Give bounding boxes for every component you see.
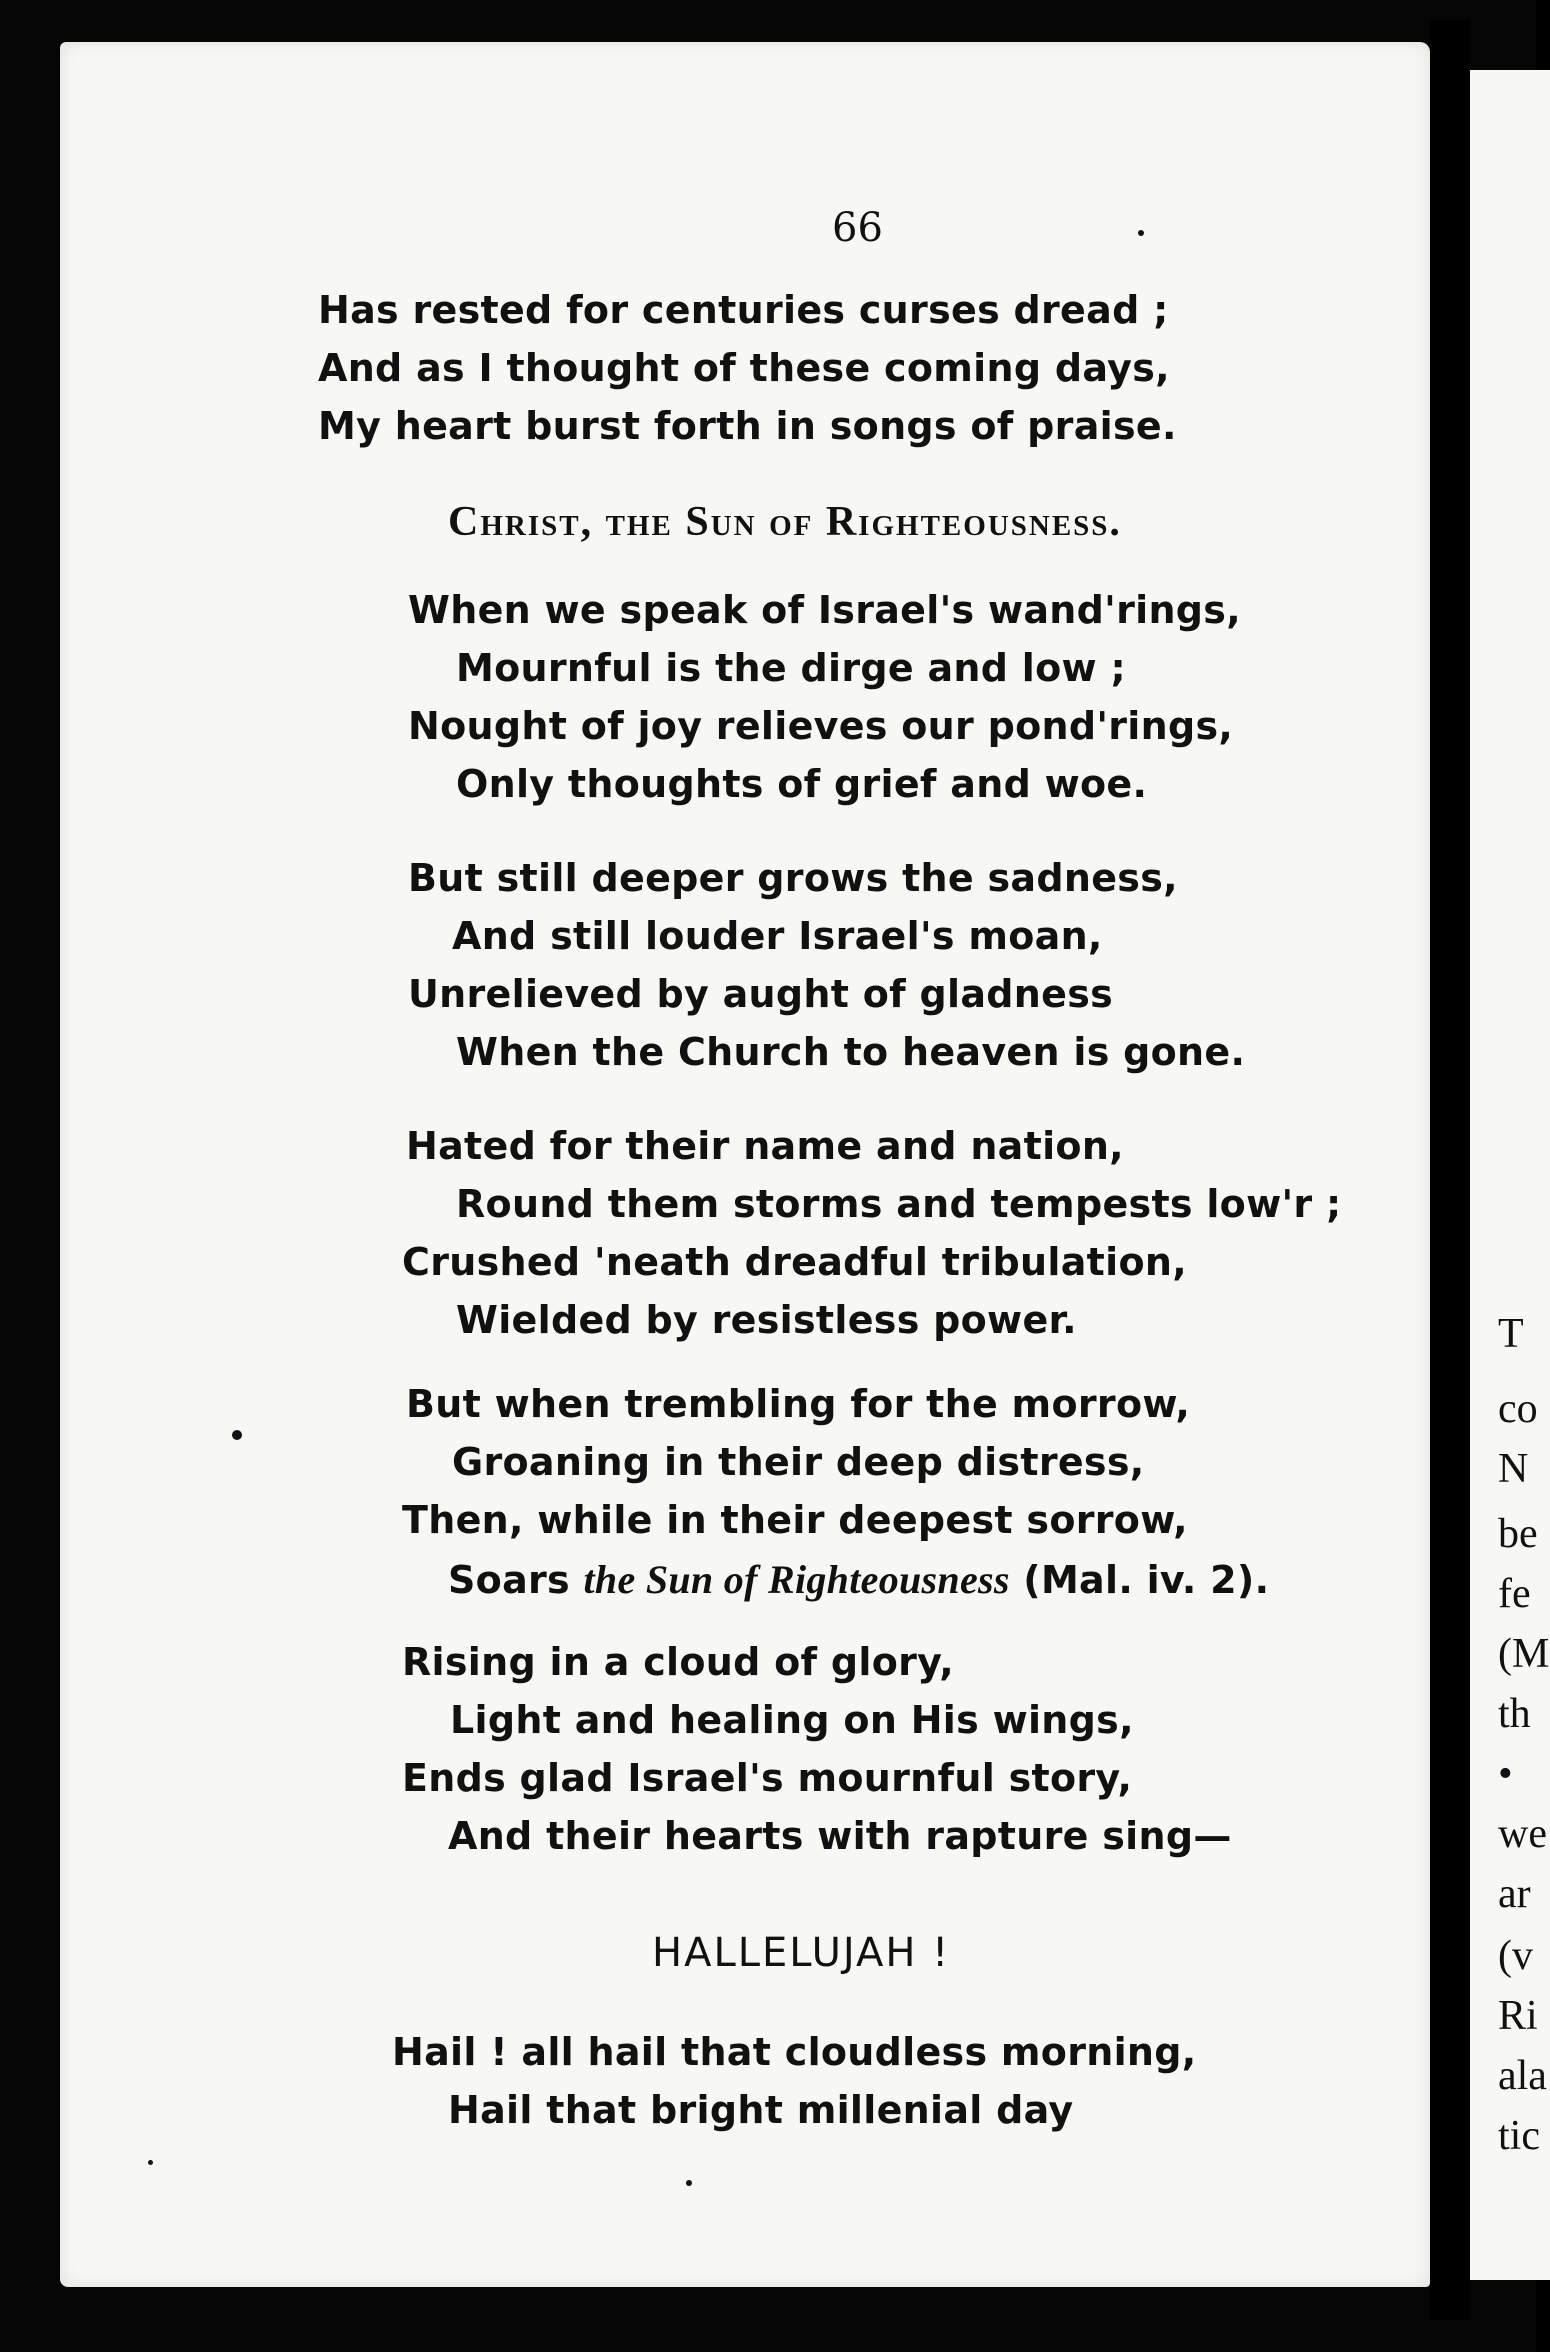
poem-line: Hated for their name and nation, xyxy=(406,1124,1124,1168)
next-page-fragment: be xyxy=(1498,1511,1538,1557)
poem-line: Unrelieved by aught of gladness xyxy=(408,972,1114,1016)
poem-line: Wielded by resistless power. xyxy=(456,1298,1077,1342)
next-page-fragment: tic xyxy=(1498,2113,1540,2159)
poem-line: Round them storms and tempests low'r ; xyxy=(456,1182,1342,1226)
poem-line: Light and healing on His wings, xyxy=(450,1698,1134,1742)
ink-speck xyxy=(686,2180,692,2186)
poem-line: When we speak of Israel's wand'rings, xyxy=(408,588,1241,632)
poem-line: Then, while in their deepest sorrow, xyxy=(402,1498,1188,1542)
next-page-fragment: we xyxy=(1498,1811,1547,1857)
poem-line: But when trembling for the morrow, xyxy=(406,1382,1191,1426)
next-page-fragment: T xyxy=(1498,1311,1524,1357)
poem-line: Ends glad Israel's mournful story, xyxy=(402,1756,1133,1800)
next-page-fragment: co xyxy=(1498,1386,1538,1432)
next-page-fragment: N xyxy=(1498,1446,1529,1492)
poem-line: But still deeper grows the sadness, xyxy=(408,856,1178,900)
soars-suffix: (Mal. iv. 2). xyxy=(1009,1558,1270,1602)
poem-line: Groaning in their deep distress, xyxy=(452,1440,1145,1484)
soars-prefix: Soars xyxy=(448,1558,584,1602)
poem-line: Mournful is the dirge and low ; xyxy=(456,646,1126,690)
soars-italic: the Sun of Righteousness xyxy=(583,1557,1010,1602)
hallelujah-heading: HALLELUJAH ! xyxy=(652,1930,951,1976)
intro-line: And as I thought of these coming days, xyxy=(318,346,1170,390)
intro-line: Has rested for centuries curses dread ; xyxy=(318,288,1169,332)
poem-line: Crushed 'neath dreadful tribulation, xyxy=(402,1240,1187,1284)
page-number: 66 xyxy=(832,205,883,251)
poem-line: Only thoughts of grief and woe. xyxy=(456,762,1148,806)
poem-title: Christ, the Sun of Righteousness. xyxy=(448,499,1122,545)
next-page-fragment: • xyxy=(1498,1751,1513,1797)
poem-line: Hail that bright millenial day xyxy=(448,2088,1074,2132)
next-page-fragment: (v xyxy=(1498,1933,1533,1979)
ink-speck xyxy=(148,2160,153,2165)
poem-line-soars xyxy=(448,1556,1269,1603)
intro-line: My heart burst forth in songs of praise. xyxy=(318,404,1177,448)
ink-speck xyxy=(1138,230,1144,236)
poem-line: When the Church to heaven is gone. xyxy=(456,1030,1246,1074)
next-page-fragment: (M xyxy=(1498,1631,1550,1677)
poem-line: And their hearts with rapture sing— xyxy=(448,1814,1232,1858)
ink-speck xyxy=(232,1430,242,1440)
poem-line: Rising in a cloud of glory, xyxy=(402,1640,955,1684)
next-page-fragment: fe xyxy=(1498,1571,1531,1617)
poem-line: Hail ! all hail that cloudless morning, xyxy=(392,2030,1197,2074)
next-page-fragment: th xyxy=(1498,1691,1531,1737)
next-page-fragment: Ri xyxy=(1498,1993,1538,2039)
poem-line: Nought of joy relieves our pond'rings, xyxy=(408,704,1234,748)
next-page-fragment: ala xyxy=(1498,2053,1547,2099)
next-page-fragment: ar xyxy=(1498,1871,1531,1917)
poem-line: And still louder Israel's moan, xyxy=(452,914,1103,958)
